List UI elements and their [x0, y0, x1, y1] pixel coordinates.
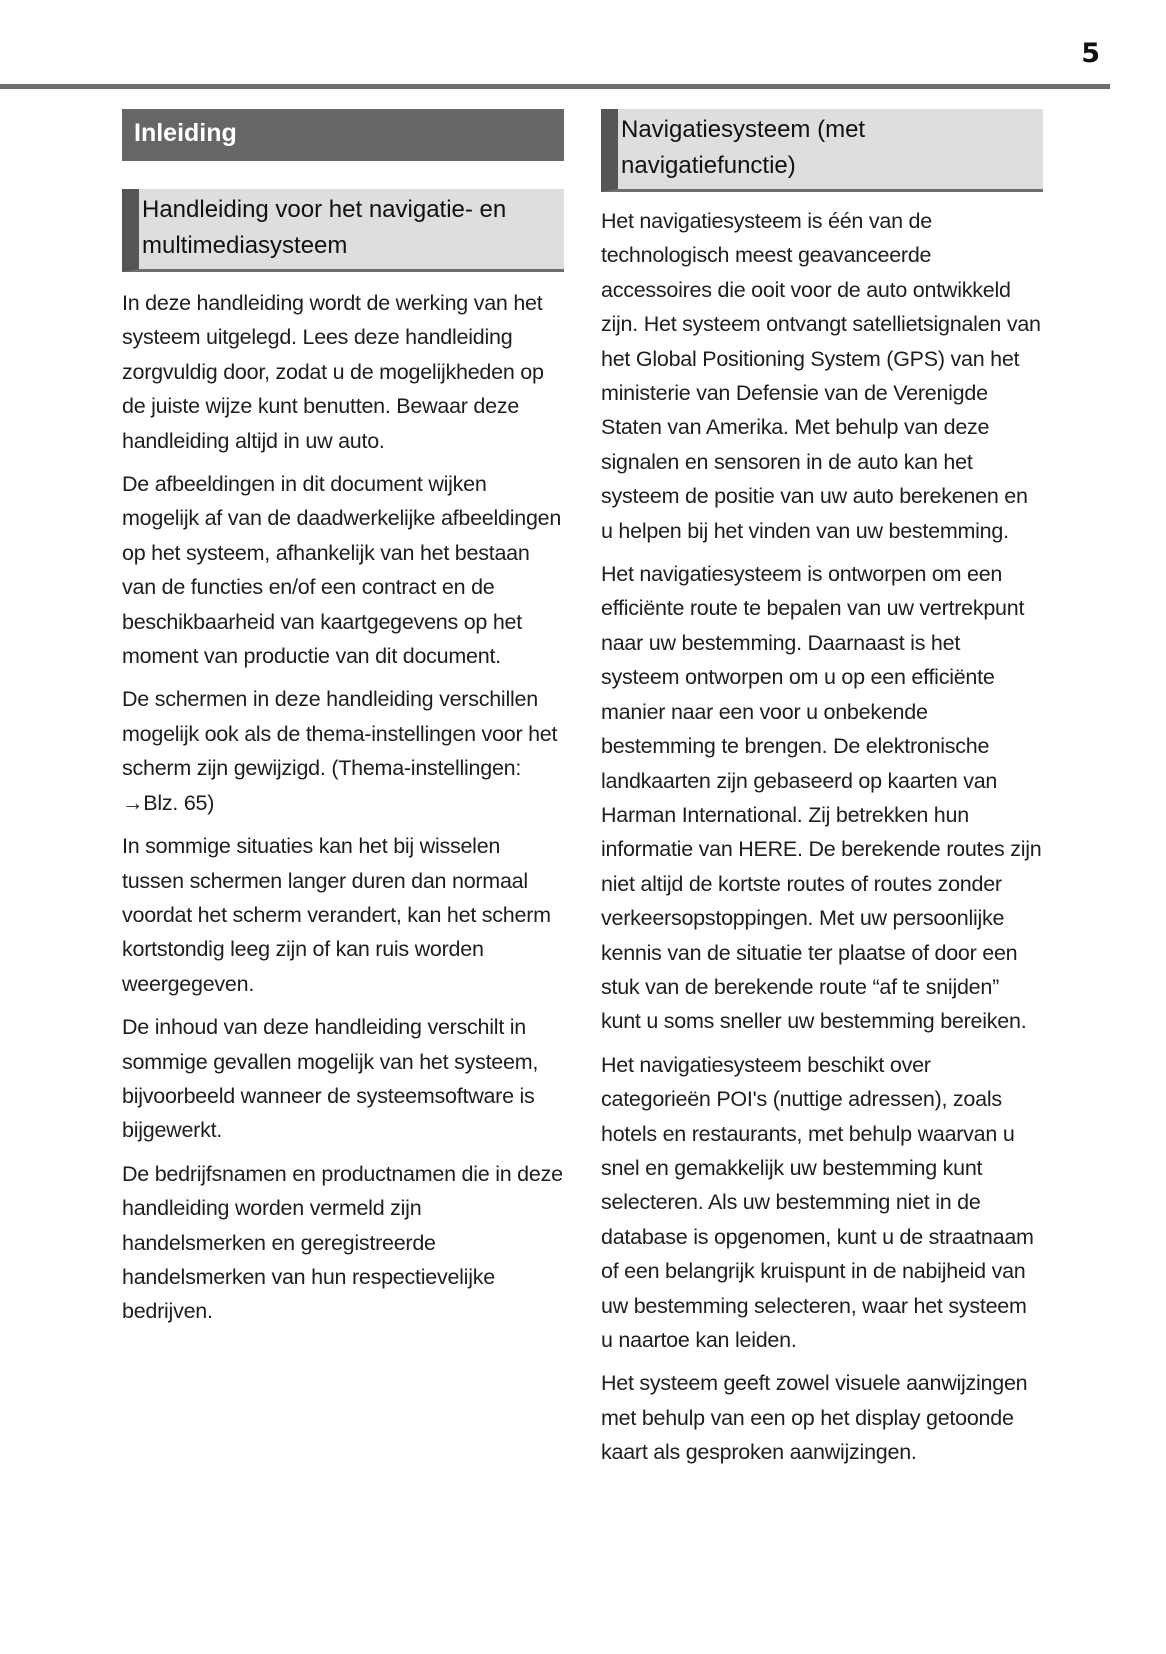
subheading-manual: Handleiding voor het navigatie- en multimediasysteem: [122, 189, 564, 272]
paragraph: Het systeem geeft zowel visuele aanwijzingen met behulp van een op het display getoonde kaart als gesproken aanwijzingen.: [601, 1371, 1028, 1465]
subheading-navigation: Navigatiesysteem (met navigatiefunctie): [601, 109, 1043, 192]
paragraph: Het navigatiesysteem is ontworpen om een efficiënte route te bepalen van uw vertrekpunt naar uw bestemming. Daarnaast is het systeem ontworpen om u op een efficiënte manier naar een voor u onbekende bestemming te brengen. De elektronische landkaarten zijn gebaseerd op kaarten van Harman International. Zij betrekken hun informatie van HERE. De berekende routes zijn niet altijd de kortste routes of routes zonder verkeersopstoppingen. Met uw persoonlijke kennis van de situatie ter plaatse of door een stuk van de berekende route “af te snijden” kunt u soms sneller uw bestemming bereiken.: [601, 562, 1042, 1034]
paragraph: De inhoud van deze handleiding verschilt in sommige gevallen mogelijk van het systeem, bijvoorbeeld wanneer de systeemsoftware is bijgewerkt.: [122, 1015, 539, 1143]
page-number: 5: [1081, 38, 1100, 69]
paragraph: Het navigatiesysteem is één van de technologisch meest geavanceerde accessoires die ooit voor de auto ontwikkeld zijn. Het systeem ontvangt satellietsignalen van het Global Positioning System (GPS) van het ministerie van Defensie van de Verenigde Staten van Amerika. Met behulp van deze signalen en sensoren in de auto kan het systeem de positie van uw auto berekenen en u helpen bij het vinden van uw bestemming.: [601, 209, 1041, 543]
paragraph: De afbeeldingen in dit document wijken mogelijk af van de daadwerkelijke afbeeldingen op het systeem, afhankelijk van het bestaan van de functies en/of een contract en de beschikbaarheid van kaartgegevens op het moment van productie van dit document.: [122, 472, 562, 669]
left-column: [122, 109, 564, 1338]
section-title: Inleiding: [122, 109, 564, 161]
paragraph: In deze handleiding wordt de werking van het systeem uitgelegd. Lees deze handleiding zorgvuldig door, zodat u de mogelijkheden op de juiste wijze kunt benutten. Bewaar deze handleiding altijd in uw auto.: [122, 291, 544, 453]
header-rule: [0, 84, 1110, 89]
paragraph: Het navigatiesysteem beschikt over categorieën POI's (nuttige adressen), zoals hotels en restaurants, met behulp waarvan u snel en gemakkelijk uw bestemming kunt selecteren. Als uw bestemming niet in de database is opgenomen, kunt u de straatnaam of een belangrijk kruispunt in de nabijheid van uw bestemming selecteren, waar het systeem u naartoe kan leiden.: [601, 1052, 1034, 1352]
paragraph: De schermen in deze handleiding verschillen mogelijk ook als de thema-instellingen voor het scherm zijn gewijzigd. (Thema-instellingen: →Blz. 65): [122, 687, 558, 815]
paragraph: In sommige situaties kan het bij wisselen tussen schermen langer duren dan normaal voordat het scherm verandert, kan het scherm kortstondig leeg zijn of kan ruis worden weergegeven.: [122, 834, 551, 996]
paragraph: De bedrijfsnamen en productnamen die in deze handleiding worden vermeld zijn handelsmerken en geregistreerde handelsmerken van hun respectievelijke bedrijven.: [122, 1161, 563, 1324]
right-column: [601, 109, 1043, 1479]
